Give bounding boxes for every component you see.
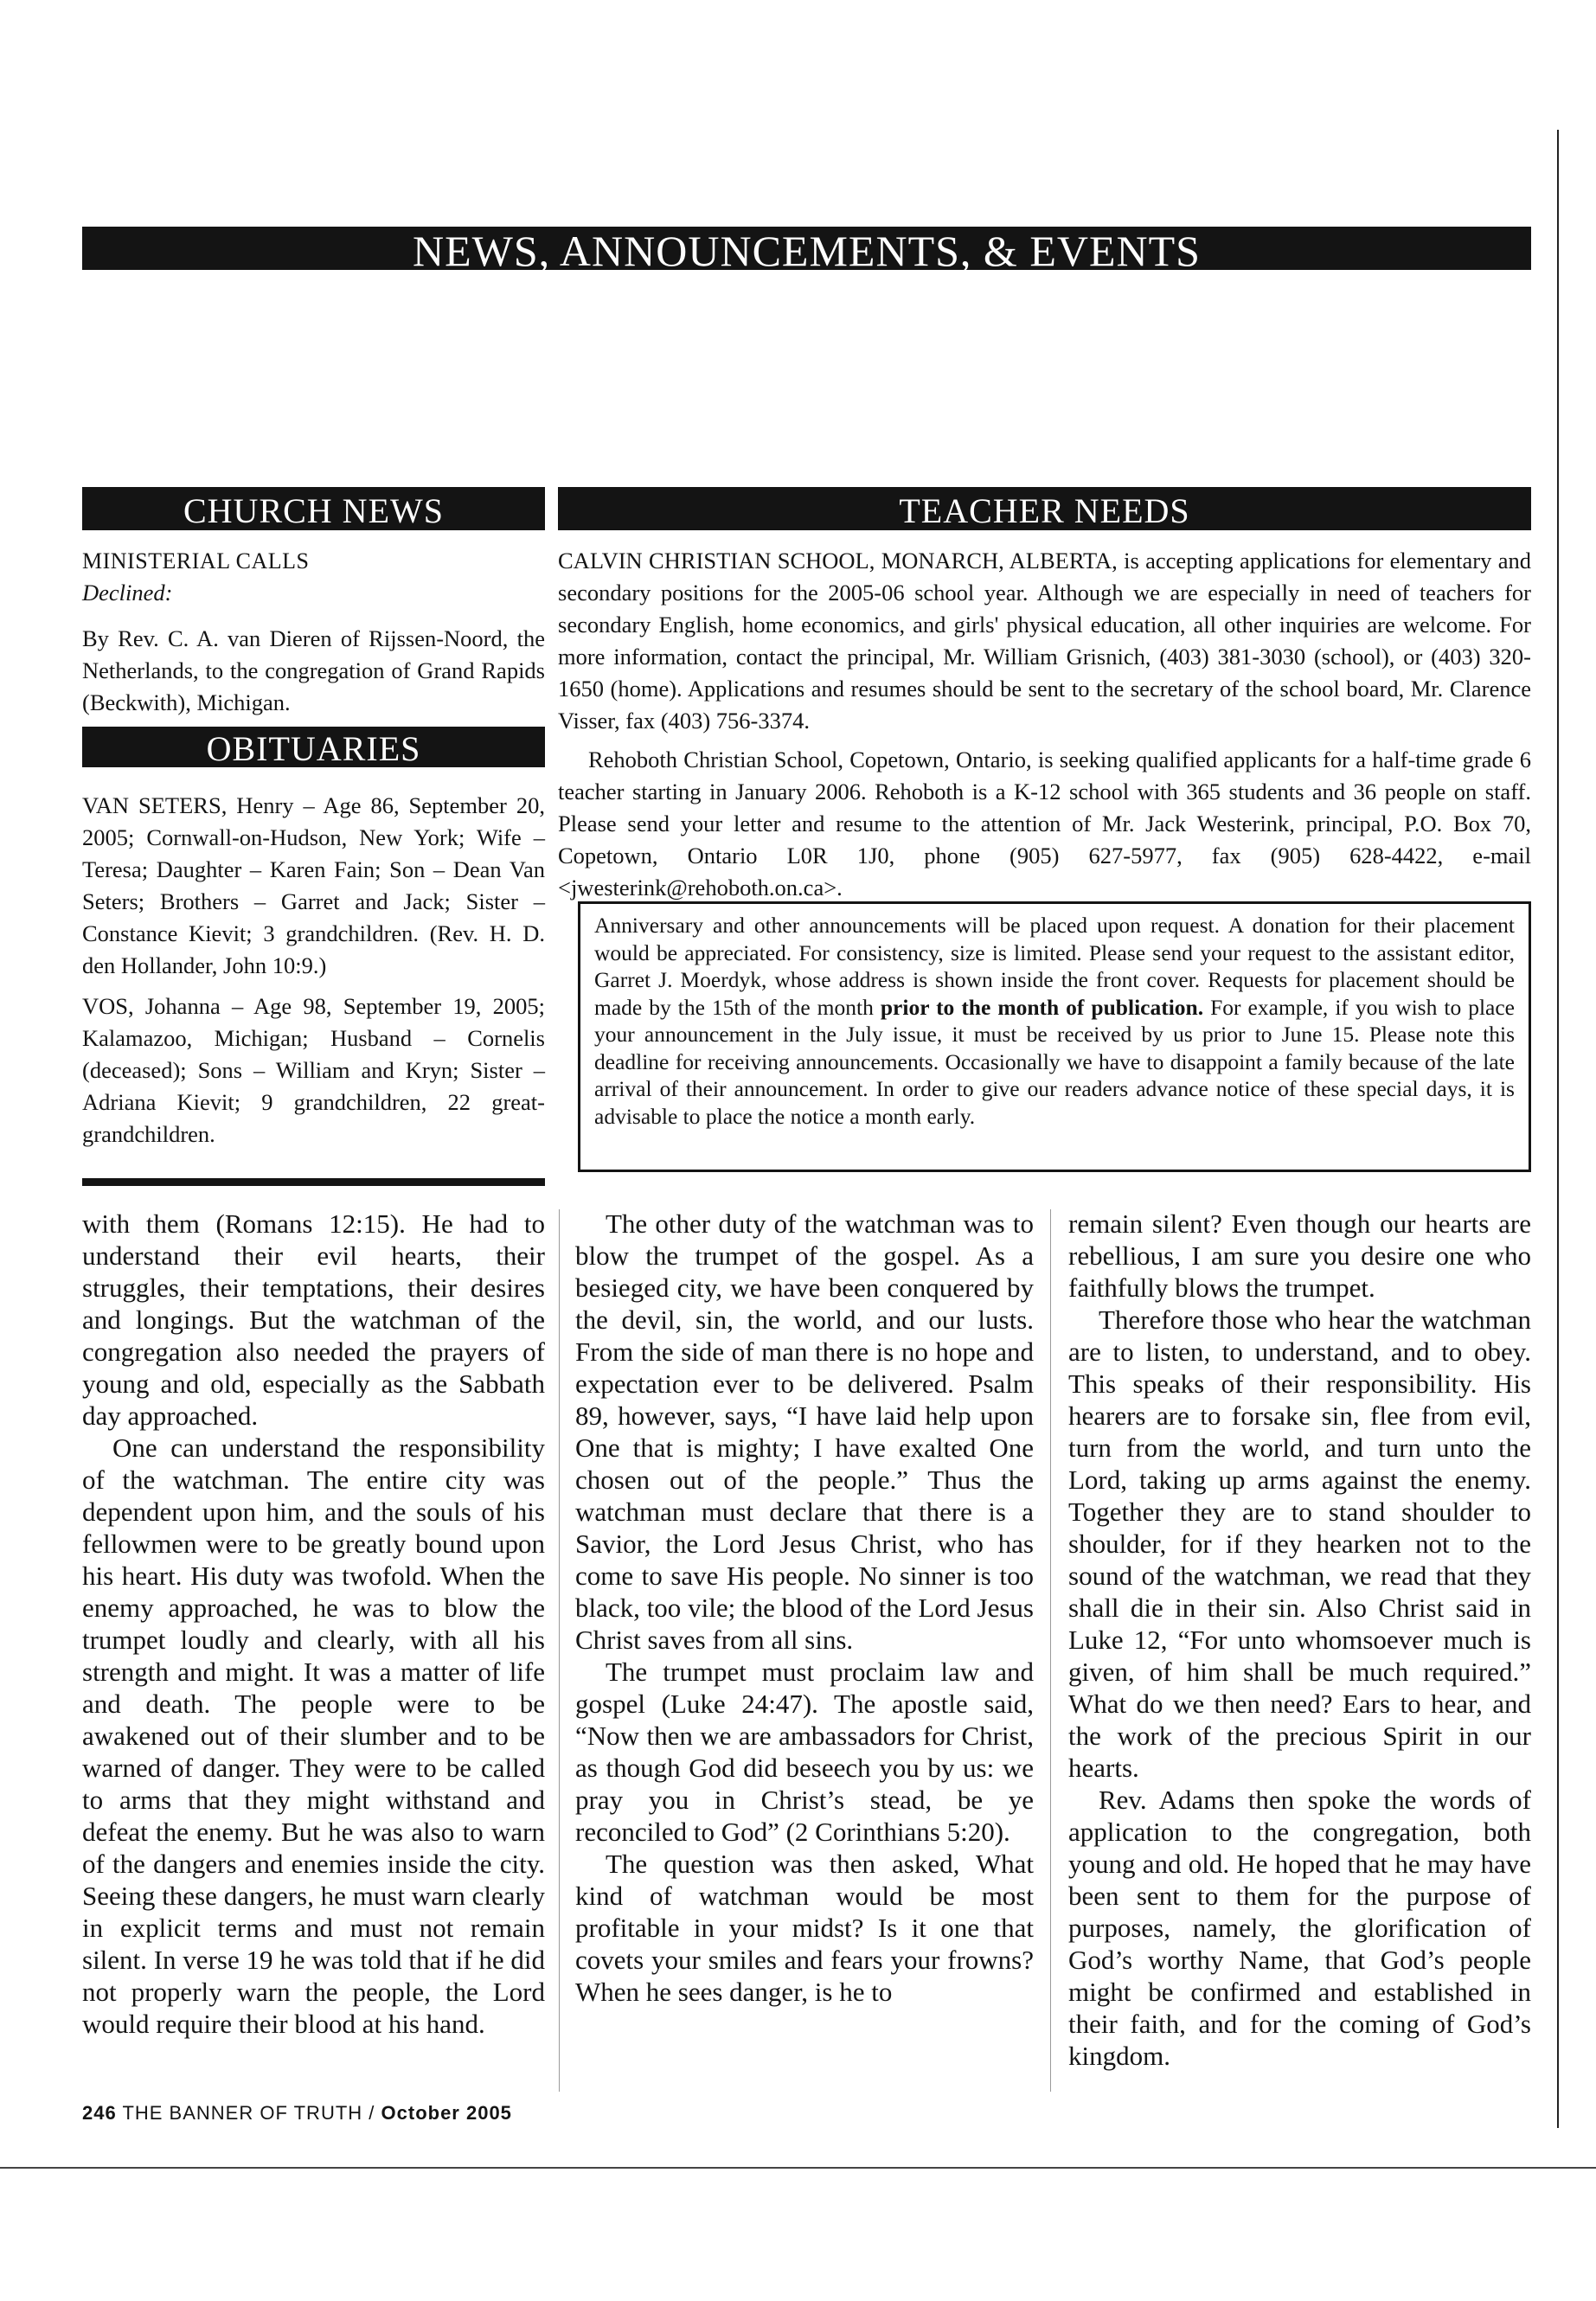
column-rule <box>1050 1209 1051 2092</box>
church-news-title: CHURCH NEWS <box>183 491 445 530</box>
teacher-need-entry: Rehoboth Christian School, Copetown, Ontario, is seeking qualified applicants for a half-time grade 6 teacher starting in January 2006. Rehoboth is a K-12 school with 365 students and 36 people on staff. Please send your letter and resume to the attention of Mr. Jack Westerink, principal, P.O. Box 70, Copetown, Ontario L0R 1J0, phone (905) 627-5977, fax (905) 628-4422, e-mail <jwesterink@rehoboth.on.ca>. <box>558 747 1531 901</box>
article-paragraph: The trumpet must proclaim law and gospel (Luke 24:47). The apostle said, “Now then we are ambassadors for Christ, as though God did beseech you by us: we pray you in Christ’s stead, be ye reconciled to God” (2 Corinthians 5:20). <box>575 1657 1034 1847</box>
section-banner-news <box>82 227 1531 275</box>
page-number: 246 <box>82 2102 117 2124</box>
page-title: NEWS, ANNOUNCEMENTS, & EVENTS <box>413 227 1201 275</box>
notice-bold-text: prior to the month of publication. <box>880 994 1204 1020</box>
call-text: By Rev. C. A. van Dieren of Rijssen-Noord, the Netherlands, to the congregation of Grand Rapids (Beckwith), Michigan. <box>82 625 545 715</box>
notice-text-after: For example, if you wish to place your announcement in the July issue, it must be received by us prior to June 15. Please note this deadline for receiving announcements. Occasionally we have to disappoint a family because of the late arrival of their announcement. In order to give our readers advance notice of these special days, it is advisable to place the notice a month early. <box>594 994 1515 1129</box>
article-paragraph: with them (Romans 12:15). He had to understand their evil hearts, their struggles, their temptations, their desires and longings. But the watchman of the congregation also needed the prayers of young and old, especially as the Sabbath day approached. <box>82 1208 545 1431</box>
teacher-needs-banner <box>558 487 1531 530</box>
issue-date: October 2005 <box>381 2102 512 2124</box>
column-rule <box>559 1209 560 2092</box>
teacher-need-entry: CALVIN CHRISTIAN SCHOOL, MONARCH, ALBERTA, is accepting applications for elementary and secondary positions for the 2005-06 school year. Although we are especially in need of teachers for secondary English, home economics, and girls' physical education, all other inquiries are welcome. For more information, contact the principal, Mr. William Grisnich, (403) 381-3030 (school), or (403) 320-1650 (home). Applications and resumes should be sent to the secretary of the school board, Mr. Clarence Visser, fax (403) 756-3374. <box>558 548 1531 734</box>
article-paragraph: remain silent? Even though our hearts are rebellious, I am sure you desire one who faithfully blows the trumpet. <box>1068 1208 1531 1303</box>
article-column-2 <box>575 1208 1034 2008</box>
announcement-notice-box <box>578 901 1531 1172</box>
article-column-3 <box>1068 1208 1531 2072</box>
section-divider <box>82 1178 545 1186</box>
article-paragraph: Therefore those who hear the watchman are to listen, to understand, and to obey. This speaks of their responsibility. His hearers are to forsake sin, flee from evil, turn from the world, and turn unto the Lord, taking up arms against the enemy. Together they are to stand shoulder to shoulder, for if they hearken not to the sound of the watchman, we read that they shall die in their sin. Also Christ said in Luke 12, “For unto whomsoever much is given, of him shall be much required.” What do we then need? Ears to hear, and the work of the precious Spirit in our hearts. <box>1068 1304 1531 1783</box>
obituary-entry: VOS, Johanna – Age 98, September 19, 2005; Kalamazoo, Michigan; Husband – Cornelis (deceased); Sons – William and Kryn; Sister – Adriana Kievit; 9 grandchildren, 22 great-grandchildren. <box>82 993 545 1147</box>
article-column-1 <box>82 1208 545 2040</box>
obituaries-title: OBITUARIES <box>206 729 421 768</box>
publication-name: THE BANNER OF TRUTH / <box>122 2102 375 2124</box>
ministerial-calls-section <box>82 545 545 719</box>
obituary-entry: VAN SETERS, Henry – Age 86, September 20, 2005; Cornwall-on-Hudson, New York; Wife – Teresa; Daughter – Karen Fain; Son – Dean Van Seters; Brothers – Garret and Jack; Sister – Constance Kievit; 3 grandchildren. (Rev. H. D. den Hollander, John 10:9.) <box>82 792 545 978</box>
church-news-banner <box>82 487 545 530</box>
article-paragraph: Rev. Adams then spoke the words of application to the congregation, both young and old. He hoped that he may have been sent to them for the purpose of purposes, namely, the glorification of God’s worthy Name, that God’s people might be confirmed and established in their faith, and for the coming of God’s kingdom. <box>1068 1785 1531 2071</box>
page-footer <box>82 2102 512 2125</box>
article-paragraph: One can understand the responsibility of the watchman. The entire city was dependent upon him, and the souls of his fellowmen were to be greatly bound upon his heart. His duty was twofold. When the enemy approached, he was to blow the trumpet loudly and clearly, with all his strength and might. It was a matter of life and death. The people were to be awakened out of their slumber and to be warned of danger. They were to be called to arms that they might withstand and defeat the enemy. But he was also to warn of the dangers and enemies inside the city. Seeing these dangers, he must warn clearly in explicit terms and must not remain silent. In verse 19 he was told that if he did not properly warn the people, the Lord would require their blood at his hand. <box>82 1433 545 2039</box>
page-edge-rule <box>1557 130 1559 2128</box>
notice-text <box>594 912 1515 1130</box>
obituaries-banner <box>82 727 545 767</box>
teacher-needs-title: TEACHER NEEDS <box>899 491 1190 530</box>
ministerial-calls-label: MINISTERIAL CALLS <box>82 548 310 574</box>
page-bottom-rule <box>0 2167 1596 2169</box>
notice-text-before: Anniversary and other announcements will be placed upon request. A donation for their placement would be appreciated. For consistency, size is limited. Please send your request to the assistant editor, Garret J. Moerdyk, whose address is shown inside the front cover. Requests for placement should be made by the 15th of the month <box>594 913 1515 1020</box>
declined-label: Declined: <box>82 580 173 606</box>
obituaries-list <box>82 790 545 1159</box>
article-paragraph: The question was then asked, What kind of watchman would be most profitable in your midst? Is it one that covets your smiles and fears your frowns? When he sees danger, is he to <box>575 1849 1034 2007</box>
article-paragraph: The other duty of the watchman was to blow the trumpet of the gospel. As a besieged city, we have been conquered by the devil, sin, the world, and our lusts. From the side of man there is no hope and expectation ever to be delivered. Psalm 89, however, says, “I have laid help upon One that is mighty; I have exalted One chosen out of the people.” Thus the watchman must declare that there is a Savior, the Lord Jesus Christ, who has come to save His people. No sinner is too black, too vile; the blood of the Lord Jesus Christ saves from all sins. <box>575 1208 1034 1655</box>
teacher-needs-section <box>558 545 1531 911</box>
